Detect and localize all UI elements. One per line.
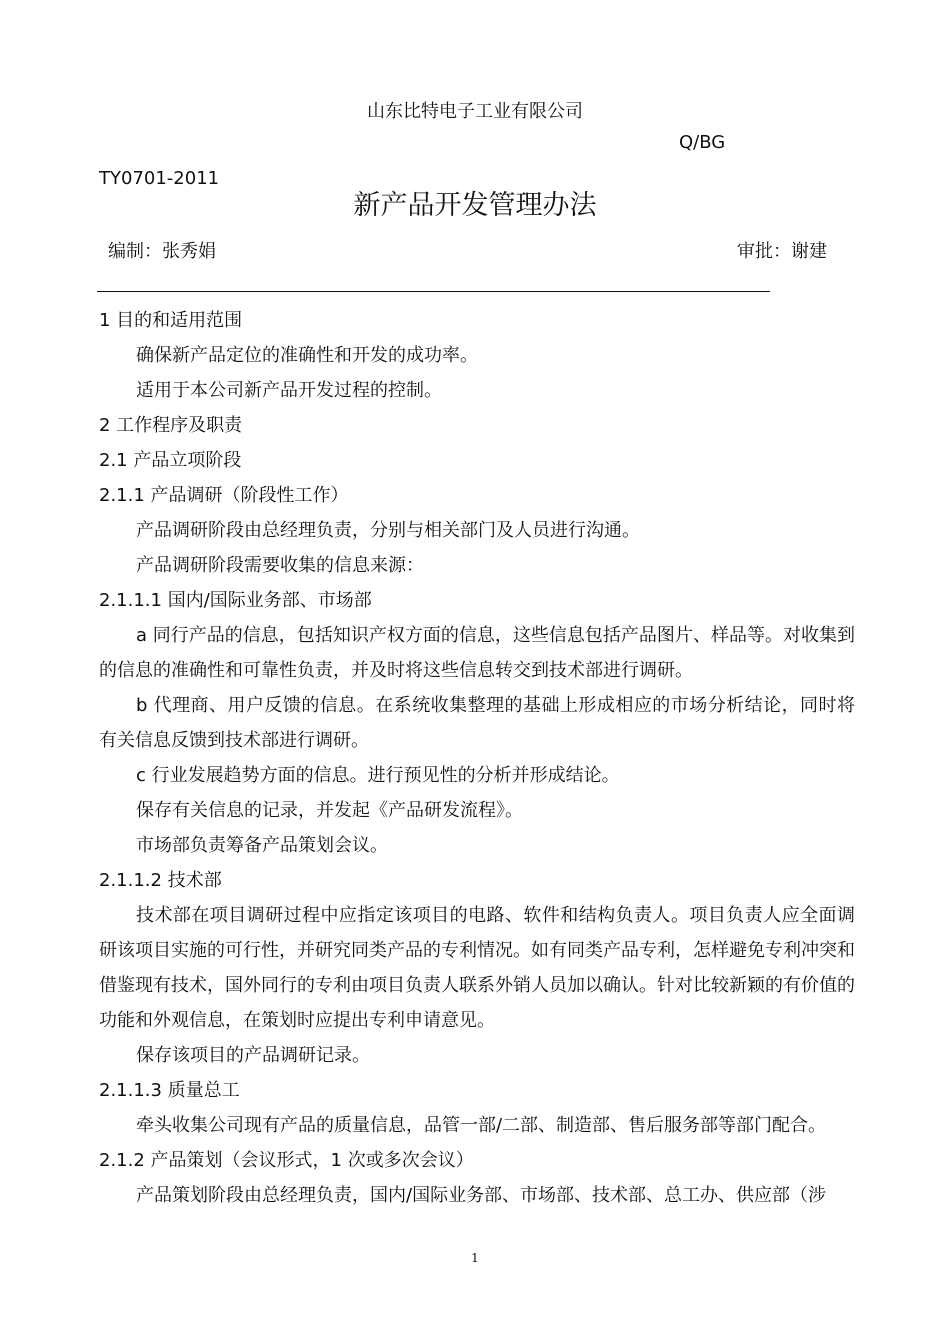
page-number: 1 xyxy=(471,1251,479,1265)
paragraph: 适用于本公司新产品开发过程的控制。 xyxy=(136,380,442,401)
section-heading: 2.1.1.3 质量总工 xyxy=(99,1080,240,1101)
paragraph: 产品调研阶段由总经理负责，分别与相关部门及人员进行沟通。 xyxy=(136,520,640,541)
section-heading: 2.1.1.1 国内/国际业务部、市场部 xyxy=(99,590,372,611)
paragraph: b 代理商、用户反馈的信息。在系统收集整理的基础上形成相应的市场分析结论，同时将有关信息反馈到技术部进行调研。 xyxy=(99,695,855,751)
document-title: 新产品开发管理办法 xyxy=(353,190,597,221)
paragraph: 产品调研阶段需要收集的信息来源： xyxy=(136,555,424,576)
paragraph: 确保新产品定位的准确性和开发的成功率。 xyxy=(136,345,478,366)
approver-line: 审批：谢建 xyxy=(737,241,827,262)
paragraph: a 同行产品的信息，包括知识产权方面的信息，这些信息包括产品图片、样品等。对收集到的信息的准确性和可靠性负责，并及时将这些信息转交到技术部进行调研。 xyxy=(99,625,855,681)
header-divider xyxy=(97,291,770,292)
standard-code-suffix: TY0701-2011 xyxy=(99,168,220,189)
section-heading: 2.1 产品立项阶段 xyxy=(99,450,242,471)
section-heading: 2.1.1.2 技术部 xyxy=(99,870,222,891)
editor-line: 编制：张秀娟 xyxy=(108,241,216,262)
paragraph: 牵头收集公司现有产品的质量信息，品管一部/二部、制造部、售后服务部等部门配合。 xyxy=(136,1115,827,1136)
paragraph: 保存有关信息的记录，并发起《产品研发流程》。 xyxy=(136,800,523,821)
paragraph: 市场部负责筹备产品策划会议。 xyxy=(136,835,388,856)
section-heading: 2.1.2 产品策划（会议形式，1 次或多次会议） xyxy=(99,1150,474,1171)
document-body xyxy=(99,303,855,1213)
paragraph: c 行业发展趋势方面的信息。进行预见性的分析并形成结论。 xyxy=(136,765,620,786)
paragraph: 产品策划阶段由总经理负责，国内/国际业务部、市场部、技术部、总工办、供应部（涉 xyxy=(136,1185,827,1206)
section-heading: 2 工作程序及职责 xyxy=(99,415,243,436)
section-heading: 2.1.1 产品调研（阶段性工作） xyxy=(99,485,349,506)
paragraph: 保存该项目的产品调研记录。 xyxy=(136,1045,370,1066)
paragraph: 技术部在项目调研过程中应指定该项目的电路、软件和结构负责人。项目负责人应全面调研该项目实施的可行性，并研究同类产品的专利情况。如有同类产品专利，怎样避免专利冲突和借鉴现有技术，国外同行的专利由项目负责人联系外销人员加以确认。针对比较新颖的有价值的功能和外观信息，在策划时应提出专利申请意见。 xyxy=(99,905,855,1031)
section-heading: 1 目的和适用范围 xyxy=(99,310,243,331)
standard-code-prefix: Q/BG xyxy=(679,132,726,153)
company-name: 山东比特电子工业有限公司 xyxy=(367,101,583,122)
